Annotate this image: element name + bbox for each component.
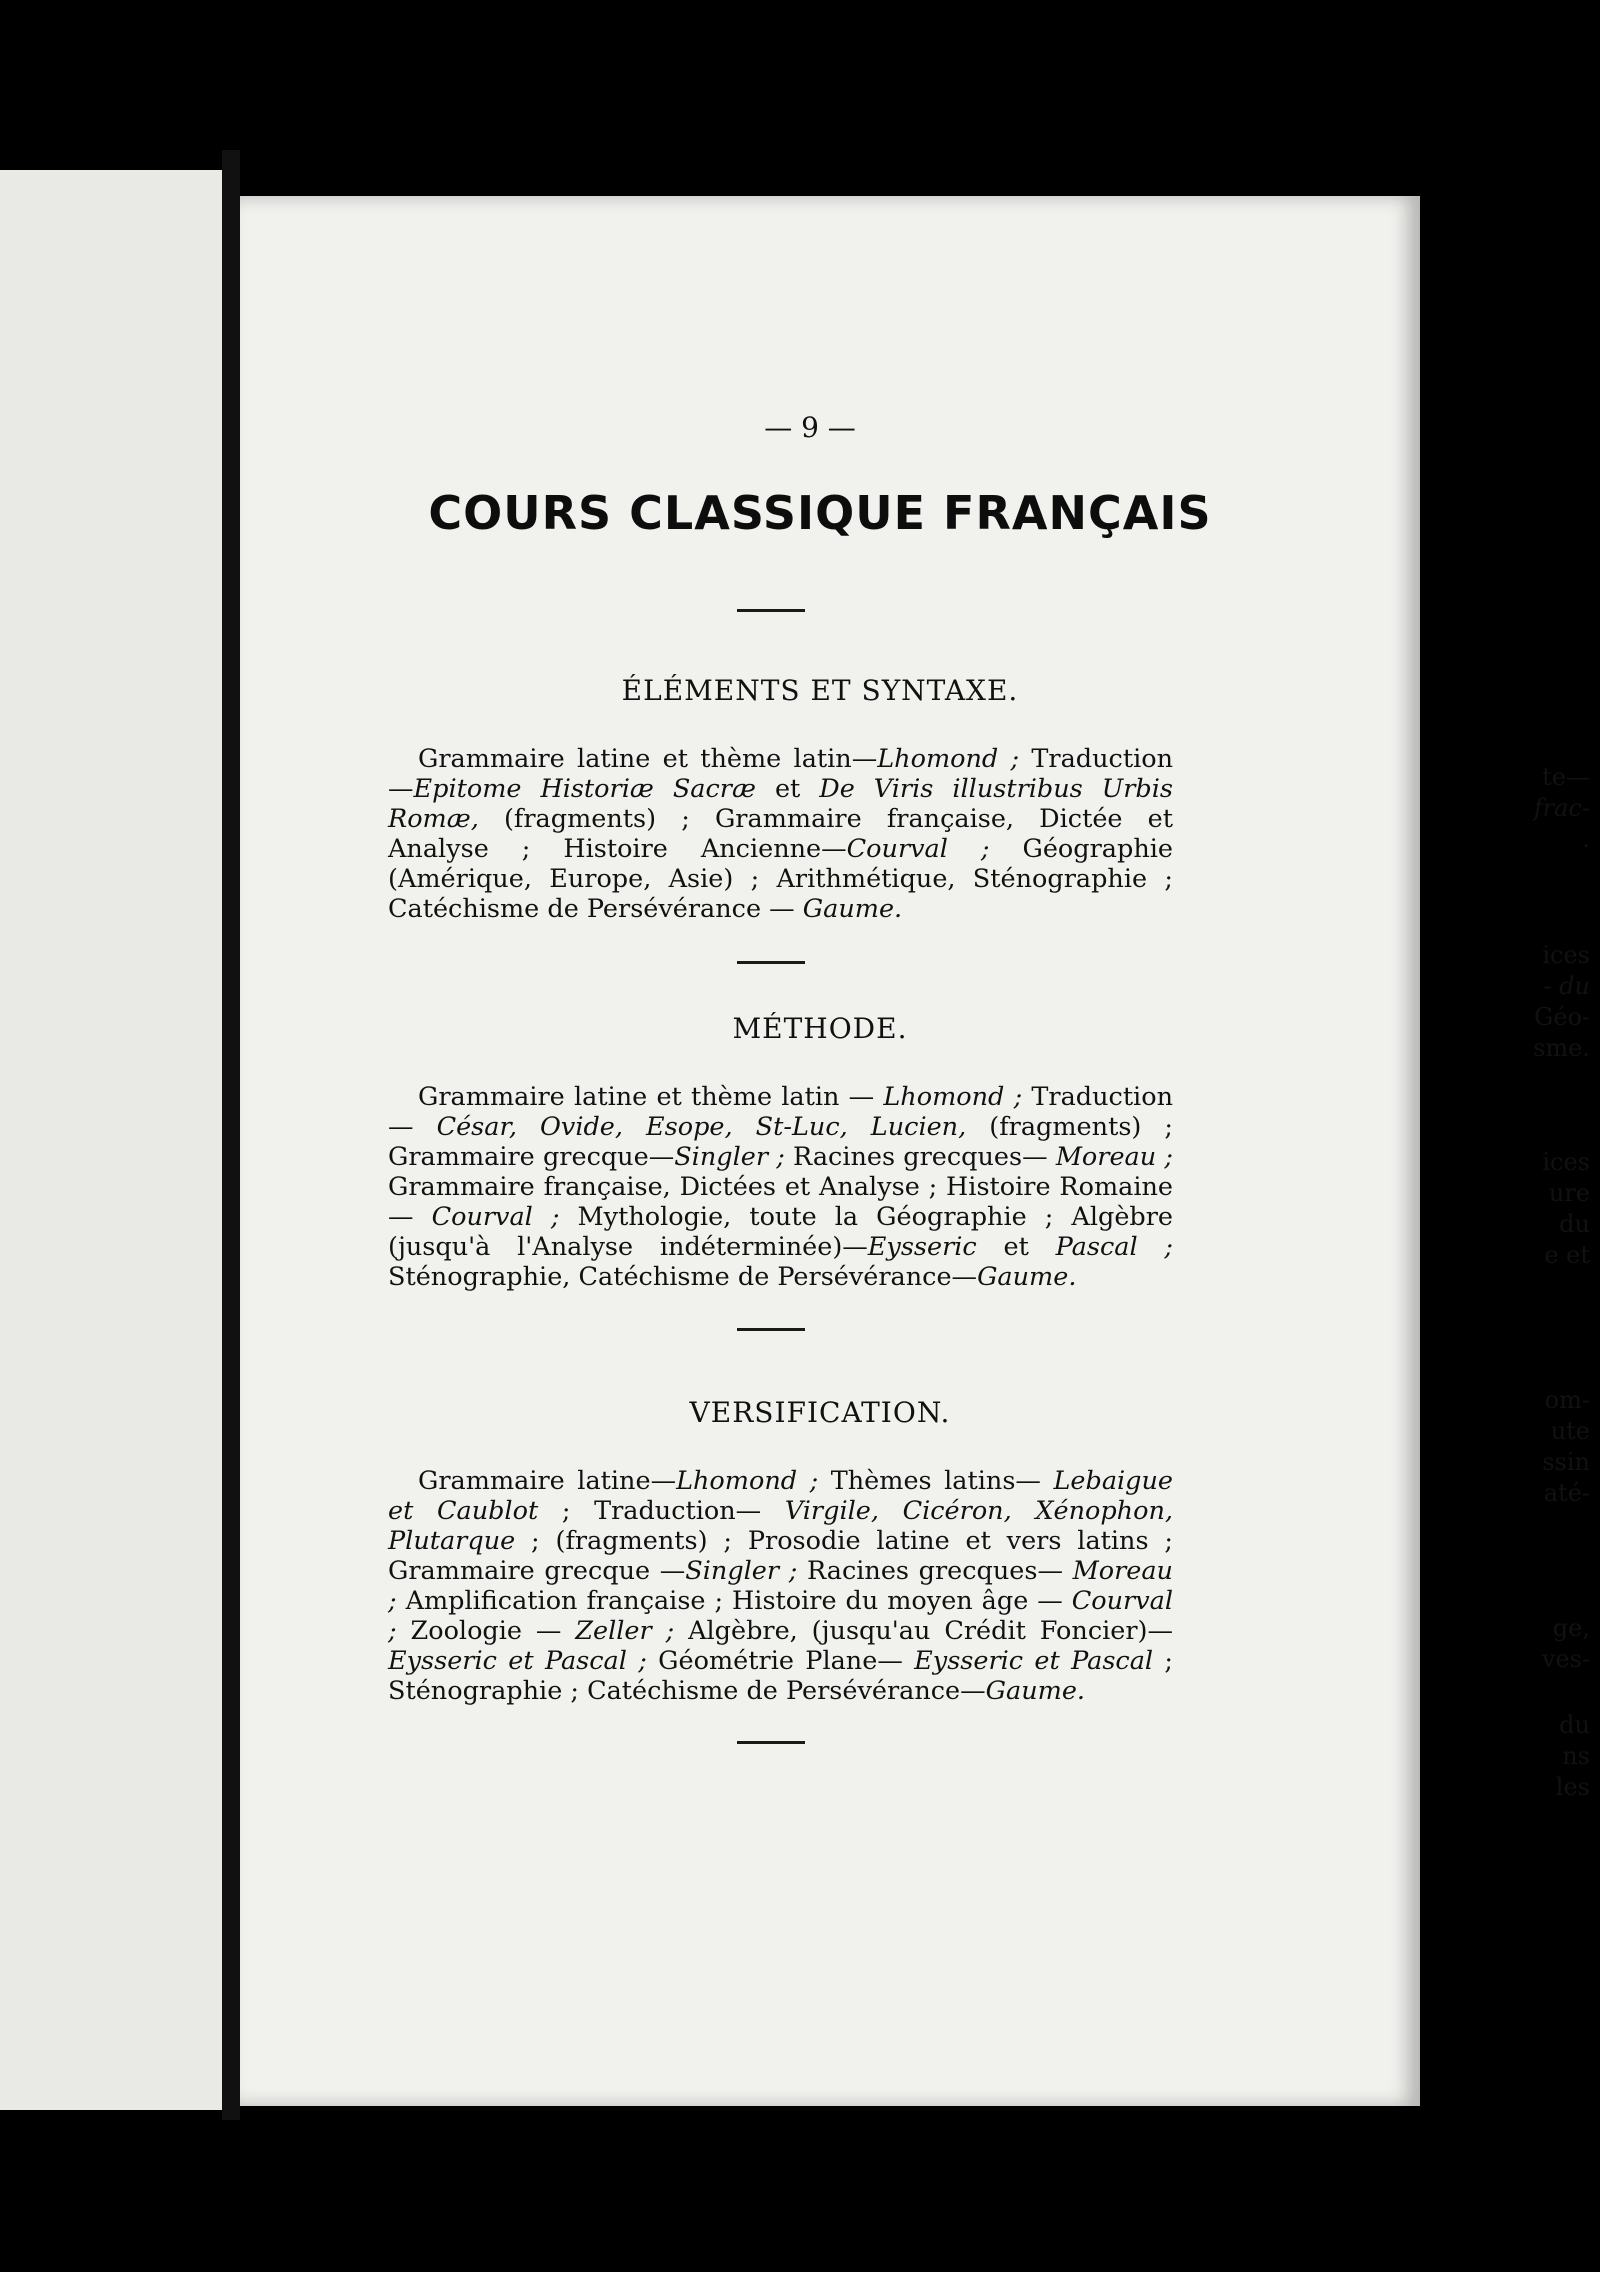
italic-text-run: Eysseric [867,1232,977,1262]
italic-text-run: Zeller ; [575,1616,675,1646]
italic-text-run: De Viris illustribus Urbis Romæ, [388,774,1173,834]
fragment-line: - du [1543,972,1590,1000]
fragment-line: ices [1542,941,1590,969]
italic-text-run: Eysseric et Pascal [914,1646,1154,1676]
text-run: Racines grecques— [797,1556,1073,1586]
left-fragment-5 [1510,1613,1600,1675]
italic-text-run: Gaume. [985,1676,1086,1706]
text-run: et [976,1232,1056,1262]
fragment-line: ure [1548,1179,1590,1207]
italic-text-run: Gaume. [802,894,903,924]
fragment-line: te— [1542,763,1590,791]
text-run: Traduction— [388,744,1174,804]
text-run: Amplification française ; Histoire du moyen âge — [396,1586,1072,1616]
section-rule-1 [737,961,805,964]
book-gutter [222,150,240,2120]
text-run: et [755,774,820,804]
fragment-line: ssin [1542,1448,1590,1476]
text-run: Géographie (Amérique, Europe, Asie) ; Arithmétique, Sténographie ; Catéchisme de Persévérance — [388,834,1173,924]
section-rule-3 [737,1741,805,1744]
text-run: Grammaire latine et thème latin— [418,744,878,774]
section-heading-elements: ÉLÉMENTS ET SYNTAXE. [621,674,1019,707]
italic-text-run: César, Ovide, Esope, St-Luc, Lucien, [436,1112,967,1142]
fragment-line: sme. [1533,1034,1590,1062]
title-rule [737,609,805,612]
italic-text-run: Singler ; [674,1142,785,1172]
text-run: Zoologie — [396,1616,576,1646]
section-body-elements [388,744,1173,924]
italic-text-run: Singler ; [685,1556,798,1586]
section-body-versification [388,1466,1173,1706]
left-fragment-4 [1510,1385,1600,1509]
left-fragment-3 [1510,1147,1600,1271]
fragment-line: ves- [1541,1645,1590,1673]
text-run: ; (fragments) ; Prosodie latine et vers latins ; Grammaire grecque — [388,1526,1173,1586]
section-rule-2 [737,1328,805,1331]
previous-page-fragment [0,170,222,2110]
left-fragment-6 [1510,1710,1600,1803]
fragment-line: ices [1542,1148,1590,1176]
fragment-line: om- [1544,1386,1590,1414]
text-run: Thèmes latins— [818,1466,1054,1496]
fragment-line: ute [1550,1417,1590,1445]
italic-text-run: Epitome Historiæ Sacræ [413,774,756,804]
italic-text-run: Virgile, Cicéron, Xénophon, Plutarque [388,1496,1173,1556]
italic-text-run: Lebaigue et Caublot [388,1466,1174,1526]
text-run: Mythologie, toute la Géographie ; Algèbre (jusqu'à l'Analyse indéterminée)— [388,1202,1174,1262]
fragment-line: les [1555,1773,1590,1801]
text-run: Grammaire latine et thème latin — [418,1082,884,1112]
text-run: Racines grecques— [784,1142,1056,1172]
italic-text-run: Courval ; [388,1586,1173,1646]
page-number: — 9 — [764,411,856,444]
fragment-line: e et [1544,1241,1590,1269]
italic-text-run: Courval ; [431,1202,560,1232]
italic-text-run: Courval ; [846,834,990,864]
fragment-line: ns [1562,1742,1590,1770]
italic-text-run: Lhomond ; [676,1466,819,1496]
italic-text-run: Lhomond ; [883,1082,1023,1112]
text-run: Traduction— [388,1082,1173,1142]
section-heading-versification: VERSIFICATION. [689,1396,951,1429]
left-fragment-1 [1510,762,1600,855]
text-run: (fragments) ; Grammaire grecque— [388,1112,1173,1172]
page-title: COURS CLASSIQUE FRANÇAIS [428,486,1212,540]
text-run: Géométrie Plane— [646,1646,915,1676]
text-run: ; Sténographie ; Catéchisme de Persévérance— [388,1646,1173,1706]
text-run: (fragments) ; Grammaire française, Dictée et Analyse ; Histoire Ancienne— [388,804,1173,864]
fragment-line: du [1559,1711,1590,1739]
text-run: ; Traduction— [538,1496,785,1526]
italic-text-run: Gaume. [977,1262,1077,1292]
fragment-line: até- [1543,1479,1590,1507]
text-run: Algèbre, (jusqu'au Crédit Foncier)— [674,1616,1173,1646]
fragment-line: du [1559,1210,1590,1238]
text-run: Grammaire française, Dictées et Analyse ; Histoire Romaine — [388,1172,1173,1232]
text-run: Sténographie, Catéchisme de Persévérance— [388,1262,978,1292]
fragment-line: . [1582,825,1590,853]
fragment-line: ge, [1552,1614,1590,1642]
page-9 [240,196,1420,2106]
text-run: Grammaire latine— [418,1466,677,1496]
fragment-line: Géo- [1534,1003,1590,1031]
section-body-methode [388,1082,1173,1292]
italic-text-run: Moreau ; [1055,1142,1173,1172]
left-fragment-2 [1510,940,1600,1064]
fragment-line: frac- [1533,794,1590,822]
italic-text-run: Eysseric et Pascal ; [388,1646,647,1676]
italic-text-run: Pascal ; [1055,1232,1174,1262]
section-heading-methode: MÉTHODE. [732,1012,908,1045]
italic-text-run: Moreau ; [388,1556,1173,1616]
italic-text-run: Lhomond ; [877,744,1020,774]
